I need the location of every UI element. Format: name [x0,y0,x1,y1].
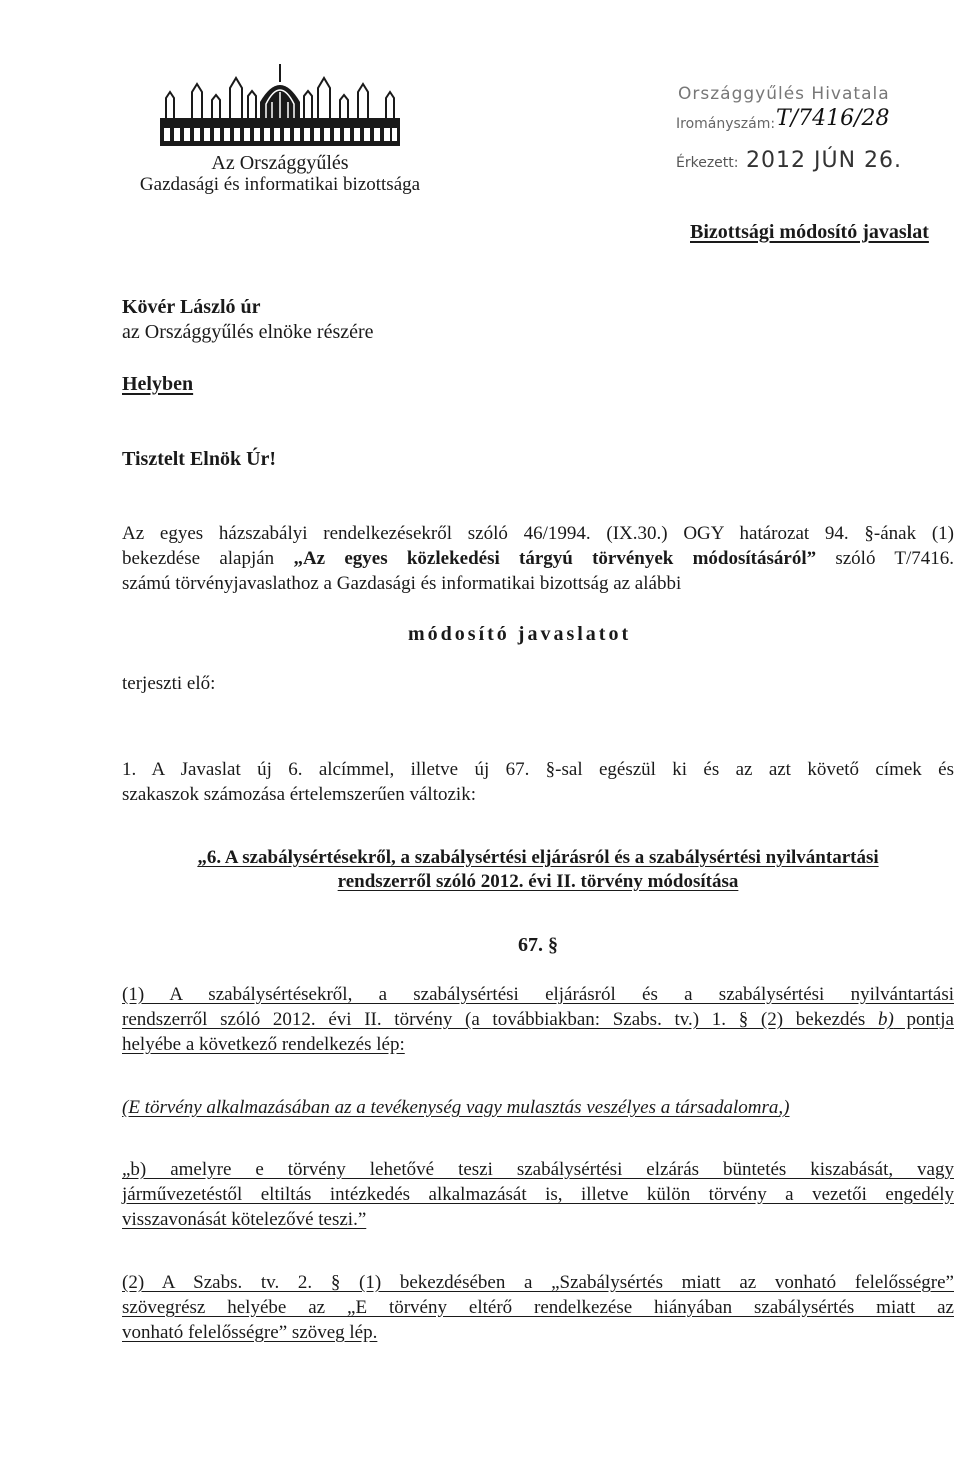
stamp-arrived-date: 2012 JÚN 26. [746,148,903,173]
section-heading-line-2: rendszerről szóló 2012. évi II. törvény módosítása [337,871,739,892]
para1-line-2-start: rendszerről szóló 2012. évi II. törvény (a továbbiakban: Szabs. tv.) 1. § (2) bekezdés [122,1009,878,1030]
committee-name-line2: Gazdasági és informatikai bizottsága [139,174,421,195]
point-b-line-2: járművezetéstől eltiltás intézkedés alkalmazását is, illetve külön törvény a vezetői engedély [122,1184,954,1205]
salutation: Tisztelt Elnök Úr! [122,448,277,470]
submit-text: terjeszti elő: [122,673,216,694]
intro-line-3: számú törvényjavaslathoz a Gazdasági és informatikai bizottság az alábbi [122,573,682,594]
addressee-role: az Országgyűlés elnöke részére [122,321,374,343]
office-stamp [676,84,956,184]
stamp-arrived-label: Érkezett: [676,155,739,171]
intro-line-2-end: szóló T/7416. [816,548,954,569]
addressee-place: Helyben [122,373,194,395]
stamp-reg-number: T/7416/28 [776,106,890,131]
para2-line-3: vonható felelősségre” szöveg lép. [122,1322,378,1343]
stamp-reg-label: Irományszám: [676,116,776,132]
committee-name-line1: Az Országgyűlés [211,152,349,174]
section-heading-line-1: „6. A szabálysértésekről, a szabálysértési eljárásról és a szabálysértési nyilvántartási [197,847,879,868]
point-b-line-3: visszavonását kötelezővé teszi.” [122,1209,367,1230]
para2-line-1: (2) A Szabs. tv. 2. § (1) bekezdésében a „Szabálysértés miatt az vonható felelősségre” [122,1272,954,1293]
item1-line-2: szakaszok számozása értelemszerűen változik: [122,784,476,805]
para1-line-2 [122,1007,954,1032]
para1-line-2-end: pontja [893,1009,954,1030]
point-b-line-1: „b) amelyre e törvény lehetővé teszi szabálysértési elzárás büntetés kiszabását, vagy [122,1159,954,1180]
para1-line-3: helyébe a következő rendelkezés lép: [122,1034,405,1055]
context-line: (E törvény alkalmazásában az a tevékenység vagy mulasztás veszélyes a társadalomra,) [122,1097,790,1118]
para1-line-1: (1) A szabálysértésekről, a szabálysértési eljárásról és a szabálysértési nyilvántartási [122,984,954,1005]
intro-line-2 [122,546,954,571]
stamp-office-name: Országgyűlés Hivatala [678,84,890,104]
proposal-heading: módosító javaslatot [408,623,632,645]
intro-line-2-start: bekezdése alapján [122,548,294,569]
para1-point-ref: b) [878,1009,894,1030]
document-type-title: Bizottsági módosító javaslat [690,221,929,243]
parliament-building-logo [160,62,400,148]
paragraph-number: 67. § [518,934,558,956]
addressee-name: Kövér László úr [122,296,261,318]
intro-line-1: Az egyes házszabályi rendelkezésekről szóló 46/1994. (IX.30.) OGY határozat 94. §-ának (1) [122,523,954,544]
bill-title: „Az egyes közlekedési tárgyú törvények módosításáról” [293,548,817,569]
para2-line-2: szövegrész helyébe az „E törvény eltérő rendelkezése hiányában szabálysértés miatt az [122,1297,954,1318]
item1-line-1: 1. A Javaslat új 6. alcímmel, illetve új 67. §-sal egészül ki és az azt követő címek és [122,759,954,780]
